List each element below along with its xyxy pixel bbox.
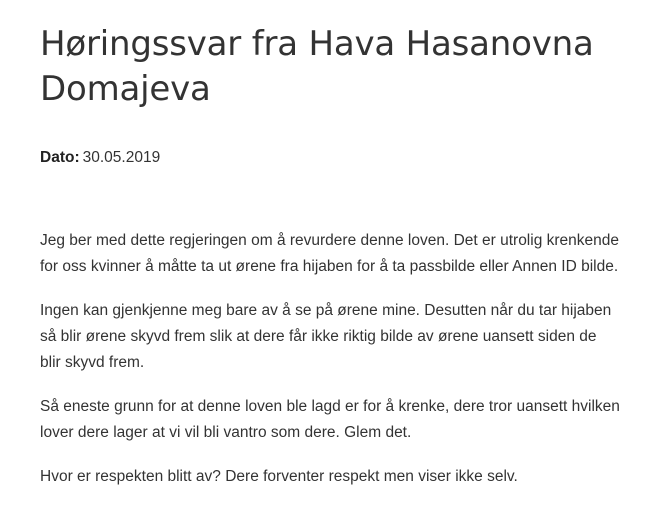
paragraph: Hvor er respekten blitt av? Dere forventer respekt men viser ikke selv. bbox=[40, 468, 518, 485]
hearing-response bbox=[40, 22, 620, 508]
page-title: Høringssvar fra Hava Hasanovna Domajeva bbox=[40, 24, 594, 109]
paragraph: Ingen kan gjenkjenne meg bare av å se på ørene mine. Desutten når du tar hijaben så blir ørene skyvd frem slik at dere får ikke riktig bilde av ørene uansett siden de blir skyvd frem. bbox=[40, 302, 612, 371]
date-line bbox=[40, 146, 620, 170]
date-value: 30.05.2019 bbox=[82, 149, 161, 166]
response-body bbox=[40, 228, 620, 490]
paragraph: Så eneste grunn for at denne loven ble lagd er for å krenke, dere tror uansett hvilken lover dere lager at vi vil bli vantro som dere. Glem det. bbox=[40, 398, 620, 441]
paragraph: Jeg ber med dette regjeringen om å revurdere denne loven. Det er utrolig krenkende for oss kvinner å måtte ta ut ørene fra hijaben for å ta passbilde eller Annen ID bilde. bbox=[40, 232, 620, 275]
date-label: Dato: bbox=[40, 149, 80, 166]
